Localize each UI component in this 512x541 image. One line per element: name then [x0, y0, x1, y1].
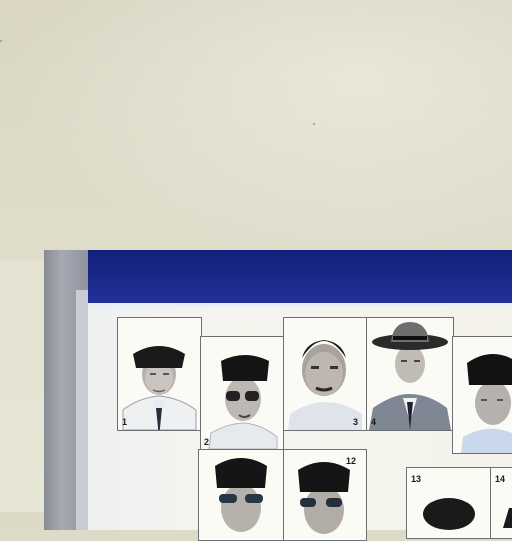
portrait-card-1 — [117, 317, 202, 431]
portrait-number: 12 — [346, 456, 357, 466]
poster — [44, 250, 512, 530]
portrait-card-13 — [406, 467, 492, 539]
portrait-card-3 — [283, 317, 367, 431]
portrait-card-14 — [490, 467, 512, 539]
portrait-image — [284, 318, 366, 430]
wall-speck — [0, 40, 2, 42]
poster-left-edge — [44, 250, 88, 530]
portrait-card-4 — [366, 317, 454, 431]
portrait-number: 3 — [353, 417, 359, 427]
portrait-image — [118, 318, 201, 430]
portrait-number: 2 — [204, 437, 210, 447]
wall-speck — [313, 123, 315, 125]
portrait-number: 14 — [495, 474, 506, 484]
portrait-card-6 — [198, 449, 284, 541]
poster-edge-stripe — [76, 290, 88, 530]
portrait-card-2 — [200, 336, 284, 450]
portrait-image — [199, 450, 283, 540]
portrait-image — [367, 318, 453, 430]
poster-header-band — [88, 250, 512, 305]
portrait-image — [201, 337, 283, 449]
portrait-card-5 — [452, 336, 512, 454]
wall-light — [0, 0, 512, 260]
portrait-number: 1 — [122, 417, 128, 427]
portrait-number: 4 — [371, 417, 377, 427]
portrait-number: 13 — [411, 474, 422, 484]
portrait-image — [453, 337, 512, 453]
portrait-card-12 — [283, 449, 367, 541]
